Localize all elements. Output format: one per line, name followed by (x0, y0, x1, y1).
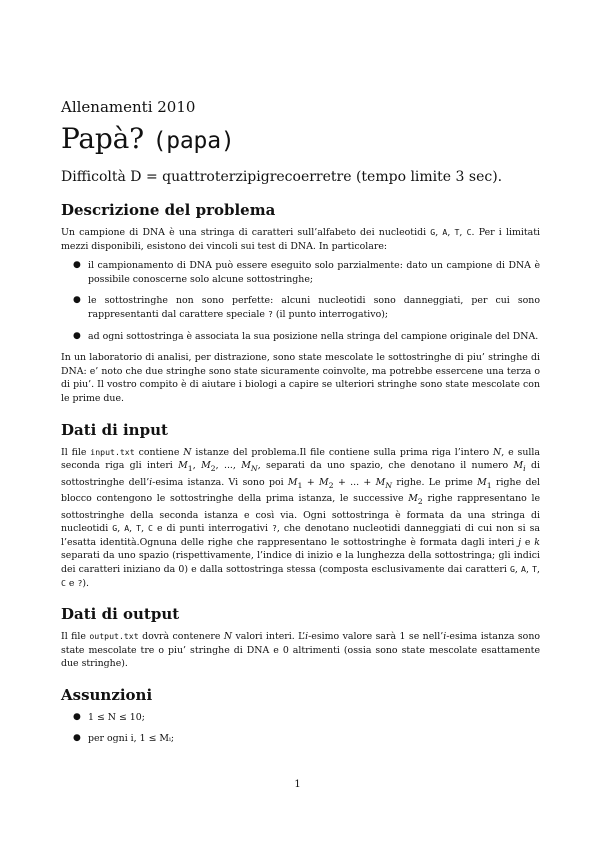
intro-text-tail: . Per i limitati mezzi disponibili, esistono dei vincoli sui test di DNA. In particolare: (61, 227, 540, 252)
list-item-text-tail: (il punto interrogativo); (275, 308, 389, 320)
assumption-2: per ogni i, 1 ≤ Mᵢ; (88, 733, 175, 745)
bullet-icon: ● (73, 733, 81, 744)
assumption-1: 1 ≤ N ≤ 10; (88, 711, 145, 723)
bullet-icon: ● (73, 260, 81, 271)
problem-title (61, 122, 540, 158)
list-item-text: ad ogni sottostringa è associata la sua posizione nella stringa del campione originale del DNA. (88, 330, 539, 342)
output-filename: output.txt (89, 631, 139, 642)
output-paragraph: Il file output.txt dovrà contenere N valori interi. L’i-esimo valore sarà 1 se nell’i-esima istanza sono state mescolate tre o piu’ stringhe di DNA e 0 altrimenti (ossia sono state mescolate esattamente due stringhe). (61, 631, 541, 670)
question-mark-code: ? (267, 308, 273, 319)
document-page (61, 98, 540, 754)
problem-code: (papa) (152, 128, 235, 154)
input-paragraph: Il file input.txt contiene N istanze del problema.Il file contiene sulla prima riga l’intero N, e sulla seconda riga gli interi $M_1$, $M_2$, ..., $M_N$, separati da uno spazio, che denotano il numero $M_i$ di sottostringhe dell’i-esima istanza. Vi sono poi $M_1 + M_2$ + ... + $M_N$ righe. Le prime $M_1$ righe del blocco contengono le sottostringhe della prima istanza, le successive $M_2$ righe rappresentano le sottostringhe della seconda istanza e così via. Ogni sottostringa è formata da una stringa di nucleotidi G, A, T, C e di punti interrogativi ?, che denotano nucleotidi danneggiati di cui non si sa l’esatta identità.Ognuna delle righe che rappresentano le sottostringhe è formata dagli interi j e k separati da uno spazio (rispettivamente, l’indice di inizio e la lunghezza della sottostringa; gli indici dei caratteri iniziano da 0) e dalla sottostringa stessa (composta esclusivamente dai caratteri G, A, T, C e ?). (61, 446, 541, 589)
section-heading-output: Dati di output (61, 605, 180, 624)
assumptions-list (61, 711, 540, 746)
nucleotide-t: T (454, 227, 460, 237)
list-item (61, 330, 540, 344)
section-heading-descrizione: Descrizione del problema (61, 201, 276, 219)
section-heading-input: Dati di input (61, 420, 168, 439)
page-number: 1 (294, 779, 301, 790)
list-item-text: il campionamento di DNA può essere eseguito solo parzialmente: dato un campione di DNA è possibile conoscerne solo alcune sottostringhe; (88, 260, 540, 285)
bullet-icon: ● (73, 711, 81, 722)
bullet-icon: ● (73, 295, 81, 306)
descrizione-paragraph: In un laboratorio di analisi, per distrazione, sono state mescolate le sottostringhe di piu’ stringhe di DNA: e’ noto che due stringhe sono state sicuramente coinvolte, ma potrebbe essercene una terza o di piu’. Il vostro compito è di aiutare i biologi a capire se ulteriori stringhe sono state mescolate con le prime due. (61, 352, 540, 404)
nucleotide-g: G (430, 227, 436, 237)
list-item-text: le sottostringhe non sono perfette: alcuni nucleotidi sono danneggiati, per cui sono rappresentanti dal carattere speciale (88, 295, 540, 320)
section-heading-assunzioni: Assunzioni (61, 685, 153, 704)
list-item (61, 294, 540, 321)
descrizione-intro: Un campione di DNA è una stringa di caratteri sull’alfabeto dei nucleotidi G, A, T, C. Per i limitati mezzi disponibili, esistono dei vincoli sui test di DNA. In particolare: (61, 227, 540, 252)
constraints-list (61, 259, 540, 343)
contest-name: Allenamenti 2010 (61, 98, 196, 116)
nucleotide-a: A (442, 227, 448, 237)
list-item (61, 711, 540, 725)
bullet-icon: ● (73, 330, 81, 341)
difficulty-line: Difficoltà D = quattroterzipigrecoerretre (tempo limite 3 sec). (61, 169, 503, 185)
problem-title-text: Papà? (61, 122, 144, 155)
list-item (61, 259, 540, 286)
nucleotide-c: C (466, 227, 472, 237)
input-filename: input.txt (90, 446, 135, 457)
list-item (61, 732, 540, 746)
intro-text: Un campione di DNA è una stringa di caratteri sull’alfabeto dei nucleotidi (61, 227, 431, 238)
